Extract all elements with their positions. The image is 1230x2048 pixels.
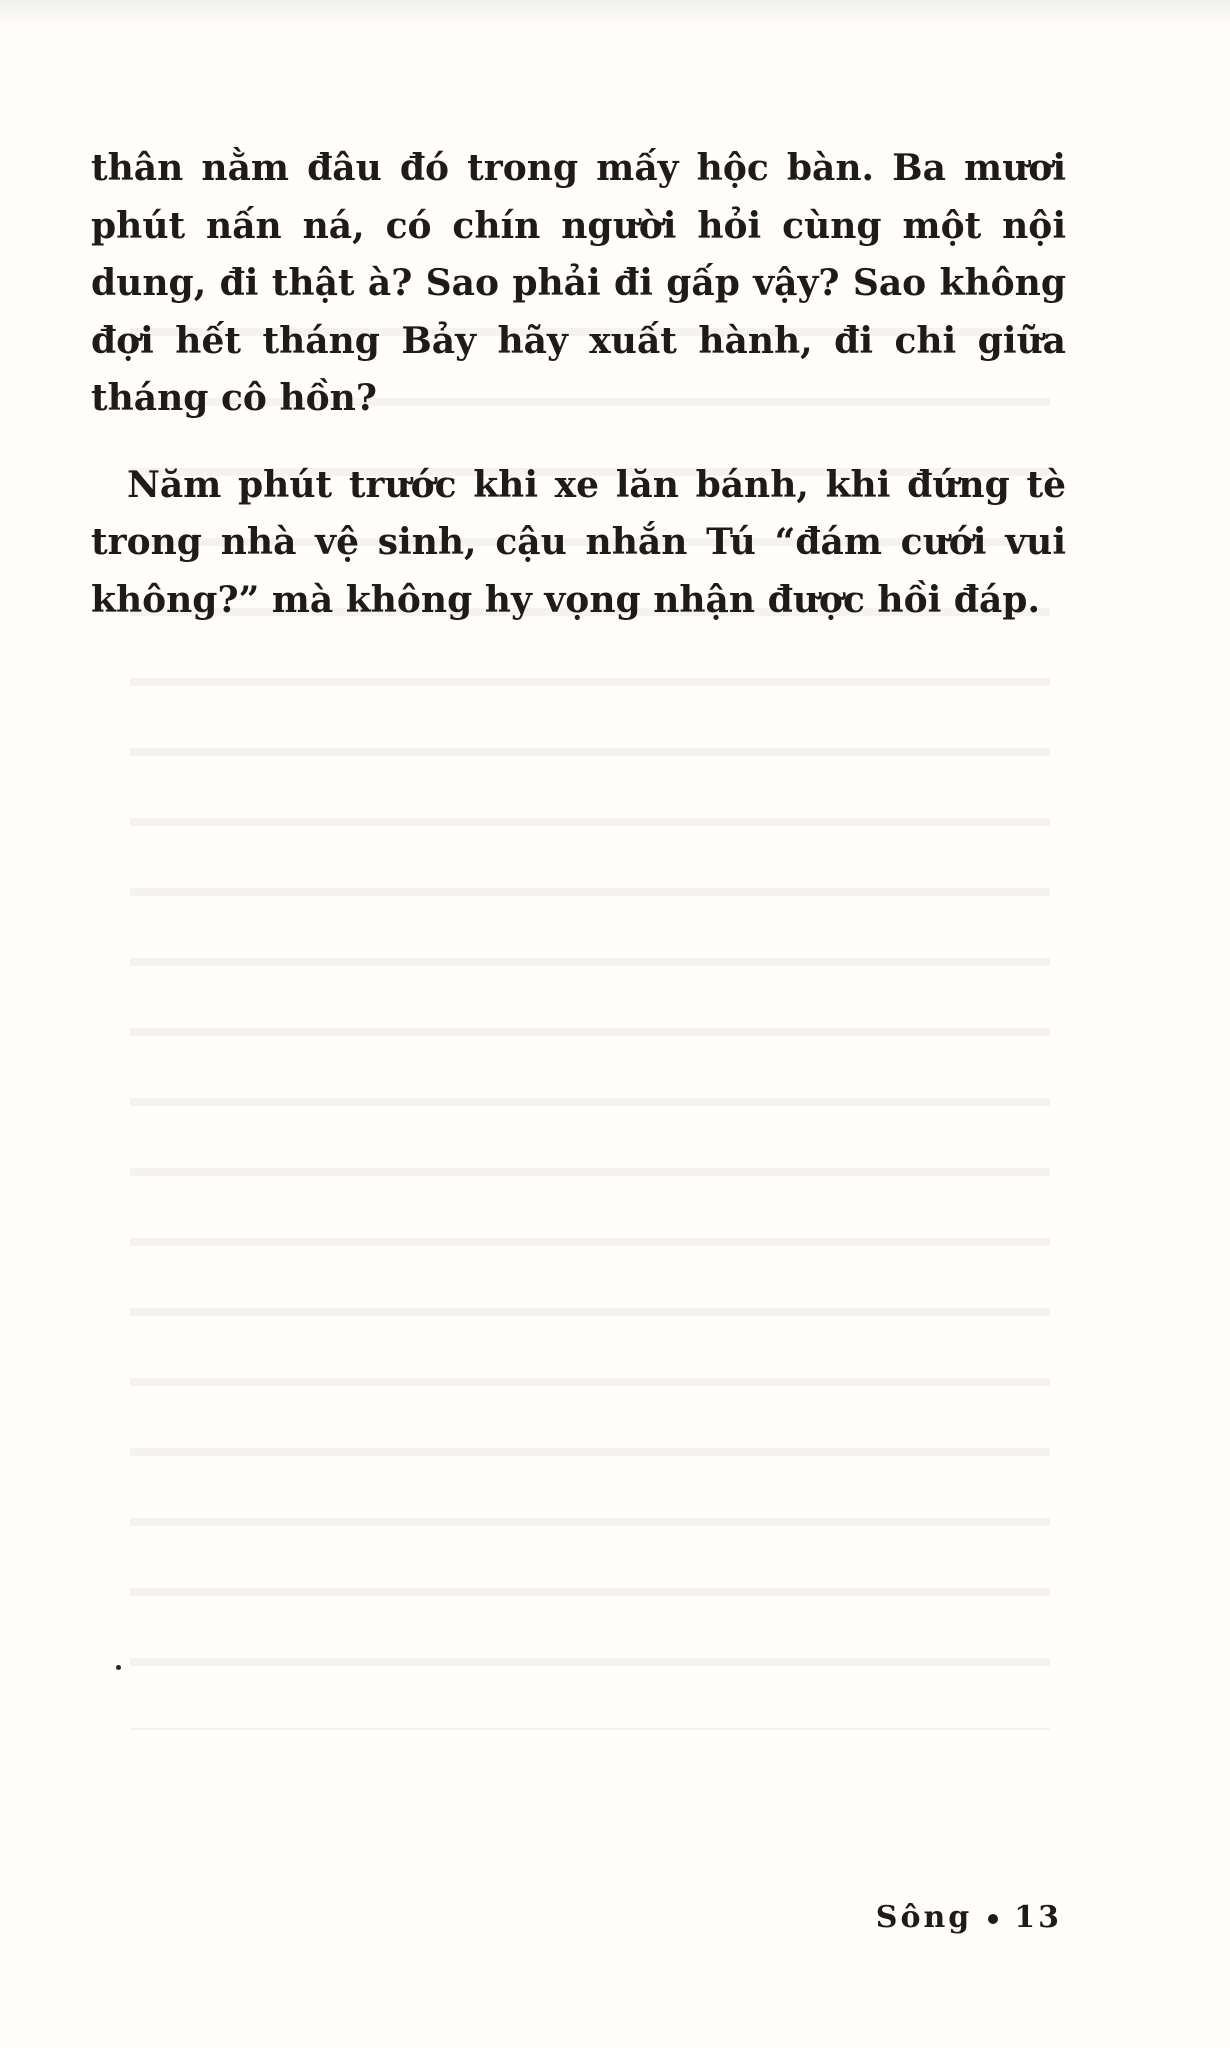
page-top-shadow	[0, 0, 1230, 26]
body-text	[91, 140, 1066, 658]
bullet-separator-icon	[988, 1914, 998, 1924]
paragraph: Năm phút trước khi xe lăn bánh, khi đứng tè trong nhà vệ sinh, cậu nhắn Tú “đám cưới vui không?” mà không hy vọng nhận được hồi đáp.	[91, 463, 1066, 621]
page-number: 13	[1014, 1900, 1062, 1935]
running-footer	[876, 1900, 1062, 1935]
ink-speck	[116, 1665, 121, 1670]
running-title: Sông	[875, 1900, 973, 1935]
paragraph-continued: thân nằm đâu đó trong mấy hộc bàn. Ba mươi phút nấn ná, có chín người hỏi cùng một nội dung, đi thật à? Sao phải đi gấp vậy? Sao không đợi hết tháng Bảy hãy xuất hành, đi chi giữa tháng cô hồn?	[91, 147, 1066, 419]
